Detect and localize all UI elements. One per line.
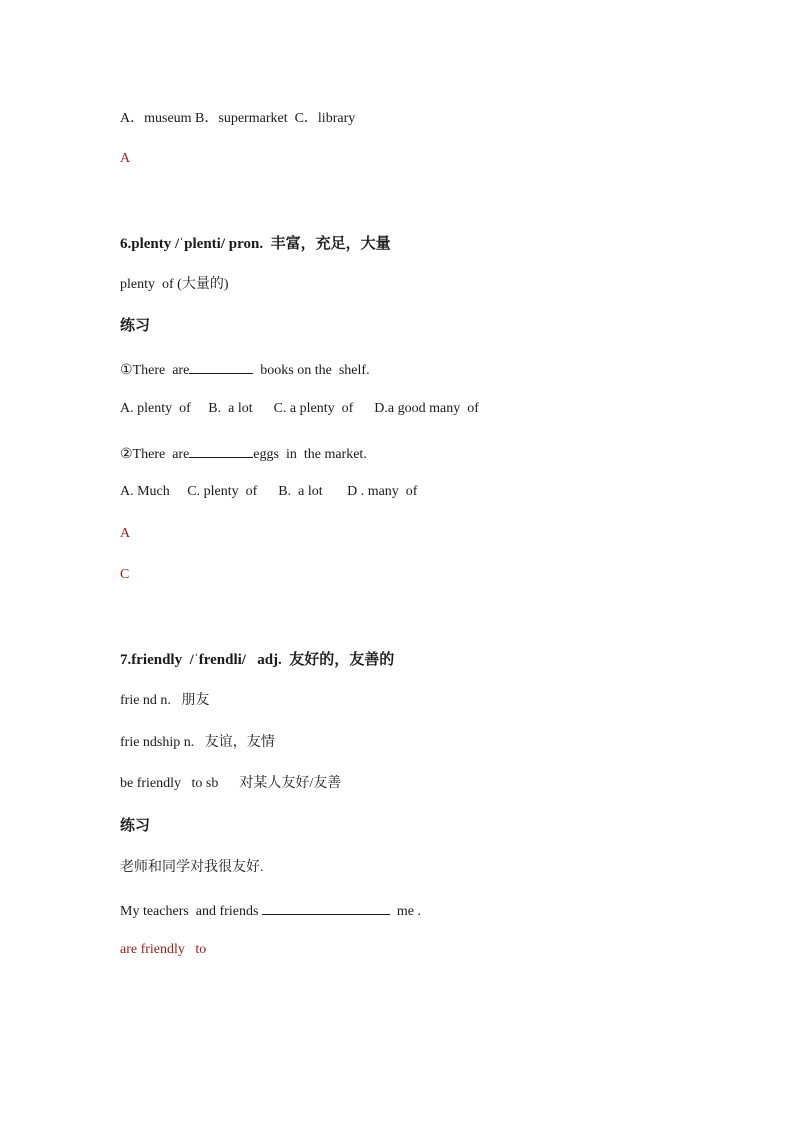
word7-answer: are friendly to: [120, 942, 207, 957]
sentence-suffix: me .: [389, 904, 422, 919]
word7-prompt-cn: 老师和同学对我很友好.: [120, 860, 264, 875]
sentence-blank[interactable]: [262, 900, 390, 915]
word6-question-2-options: A. Much C. plenty of B. a lot D . many of: [120, 484, 418, 499]
word6-heading: 6.plenty /ˈplenti/ pron. 丰富，充足，大量: [120, 236, 391, 252]
q5-options: A．museum B．supermarket C．library: [120, 111, 356, 126]
word7-phrase: be friendly to sb 对某人友好/友善: [120, 776, 342, 791]
question-1-prefix: ①There are: [120, 363, 190, 378]
word6-question-2: [120, 443, 367, 464]
word7-derivative-1: frie nd n. 朋友: [120, 693, 210, 708]
question-2-suffix: eggs in the market.: [253, 447, 367, 462]
q5-answer: A: [120, 151, 131, 166]
word6-answer-1: A: [120, 526, 131, 541]
word7-practice-title: 练习: [120, 818, 151, 834]
word7-derivative-2: frie ndship n. 友谊，友情: [120, 735, 275, 750]
question-1-suffix: books on the shelf.: [253, 363, 370, 378]
word6-question-1: [120, 359, 370, 380]
sentence-prefix: My teachers and friends: [120, 904, 262, 919]
question-2-prefix: ②There are: [120, 447, 190, 462]
word6-phrase: plenty of (大量的): [120, 277, 229, 292]
word7-heading: 7.friendly /ˈfrendli/ adj. 友好的，友善的: [120, 652, 395, 668]
question-2-blank[interactable]: [189, 443, 253, 458]
word7-sentence: [120, 900, 421, 921]
word6-question-1-options: A. plenty of B. a lot C. a plenty of D.a good many of: [120, 401, 479, 416]
question-1-blank[interactable]: [189, 359, 253, 374]
word6-answer-2: C: [120, 567, 130, 582]
word6-practice-title: 练习: [120, 318, 151, 334]
